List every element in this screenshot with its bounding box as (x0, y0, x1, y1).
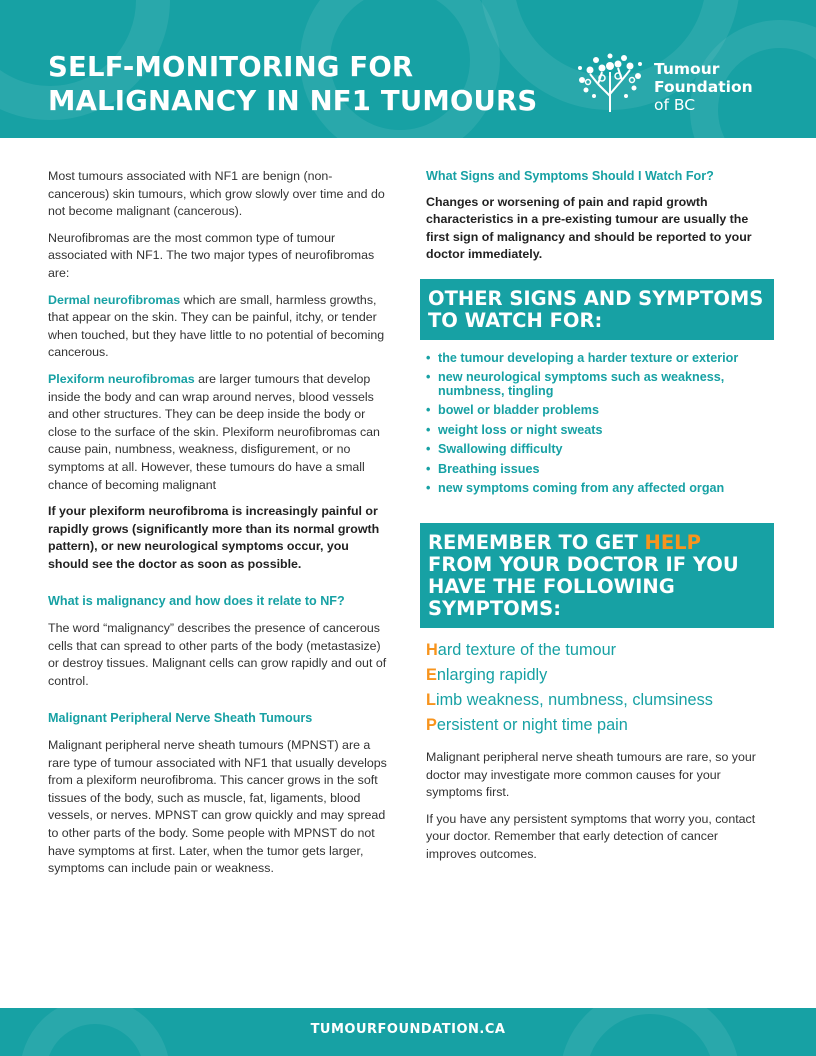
malignancy-paragraph: The word “malignancy” describes the presence of cancerous cells that can spread to other parts of the body (metastasize) or destroy tissues. Malignant cells can grow rapidly and out of control. (48, 621, 387, 688)
logo-line-1: Tumour (654, 60, 720, 78)
rare-paragraph: Malignant peripheral nerve sheath tumours are rare, so your doctor may investigate more common causes for your symptoms first. (426, 749, 756, 800)
banner-text-pre: REMEMBER TO GET (428, 530, 645, 554)
dermal-paragraph (48, 292, 390, 362)
acronym-text: nlarging rapidly (436, 665, 548, 684)
acronym-letter: L (426, 690, 436, 709)
page-title (48, 50, 537, 118)
plexiform-paragraph (48, 371, 390, 494)
footer-banner (0, 1008, 816, 1056)
acronym-text: ard texture of the tumour (437, 640, 617, 659)
logo-wordmark (654, 60, 753, 114)
malignancy-heading: What is malignancy and how does it relate to NF? (48, 594, 345, 609)
header-banner (0, 0, 816, 138)
plexiform-term: Plexiform neurofibromas (48, 371, 195, 386)
warning-paragraph: If your plexiform neurofibroma is increasingly painful or rapidly grows (significantly more than its normal growth pattern), or new neurological symptoms occur, you should see the doctor as soon as possible. (48, 504, 380, 571)
list-item: • the tumour developing a harder texture or exterior (426, 352, 770, 366)
acronym-letter: E (426, 665, 437, 684)
acronym-text: imb weakness, numbness, clumsiness (435, 690, 713, 709)
tree-icon (574, 52, 646, 114)
list-item: • bowel or bladder problems (426, 404, 770, 418)
intro-paragraph: Most tumours associated with NF1 are benign (non-cancerous) skin tumours, which grow slowly over time and do not become malignant (cancerous). (48, 169, 385, 219)
plexiform-text: are larger tumours that develop inside the body and can wrap around nerves, blood vessels and other structures. They can be deep inside the body or close to the surface of the skin. Plexiform neurofibromas can cause pain, numbness, weakness, disfigurement, or no symptoms at all. However, these tumours do have a small chance of becoming malignant (48, 371, 380, 492)
remember-help-banner (420, 523, 774, 628)
acronym-letter: H (426, 640, 438, 659)
list-item: • Breathing issues (426, 463, 770, 477)
left-column (48, 168, 390, 887)
dermal-text: which are small, harmless growths, that appear on the skin. They can be painful, itchy, or tender when touched, but they have little to no potential of becoming cancerous. (48, 292, 385, 360)
neurofibroma-paragraph: Neurofibromas are the most common type of tumour associated with NF1. The two major types of neurofibromas are: (48, 230, 375, 280)
other-signs-banner: OTHER SIGNS AND SYMPTOMS TO WATCH FOR: (420, 279, 774, 340)
dermal-term: Dermal neurofibromas (48, 292, 181, 307)
help-word: HELP (644, 530, 701, 554)
right-column (426, 168, 770, 873)
help-item-l (426, 690, 770, 710)
signs-heading: What Signs and Symptoms Should I Watch For? (426, 169, 714, 183)
banner-text-post: FROM YOUR DOCTOR IF YOU HAVE THE FOLLOWING SYMPTOMS: (428, 552, 739, 620)
logo-line-3: of BC (654, 96, 696, 114)
mpnst-paragraph: Malignant peripheral nerve sheath tumours (MPNST) are a rare type of tumour associated with NF1 that usually develops from a plexiform neurofibroma. This cancer grows in the soft tissues of the body, such as muscle, fat, ligaments, blood vessels, or nerves. MPNST can grow quickly and may spread to other parts of the body. Some people with MPNST do not have symptoms at first. Later, when the tumor gets larger, symptoms can include pain or weakness. (48, 738, 387, 876)
help-item-p (426, 715, 770, 735)
list-item: • new symptoms coming from any affected organ (426, 482, 770, 496)
mpnst-heading: Malignant Peripheral Nerve Sheath Tumours (48, 711, 313, 726)
signs-paragraph: Changes or worsening of pain and rapid growth characteristics in a pre-existing tumour are usually the first sign of malignancy and should be reported to your doctor immediately. (426, 194, 752, 262)
title-line-2: MALIGNANCY IN NF1 TUMOURS (48, 85, 538, 117)
list-item: • weight loss or night sweats (426, 424, 770, 438)
list-item: • Swallowing difficulty (426, 443, 770, 457)
website-link[interactable]: TUMOURFOUNDATION.CA (310, 1022, 506, 1037)
help-item-e (426, 665, 770, 685)
help-item-h (426, 640, 770, 660)
acronym-letter: P (426, 715, 437, 734)
help-acronym-list (426, 640, 770, 735)
logo-line-2: Foundation (654, 78, 753, 96)
acronym-text: ersistent or night time pain (436, 715, 628, 734)
contact-paragraph: If you have any persistent symptoms that worry you, contact your doctor. Remember that early detection of cancer improves outcomes. (426, 811, 756, 861)
list-item: • new neurological symptoms such as weakness, numbness, tingling (426, 371, 770, 398)
foundation-logo[interactable] (574, 52, 774, 122)
signs-list (426, 352, 770, 496)
title-line-1: SELF-MONITORING FOR (48, 51, 414, 83)
